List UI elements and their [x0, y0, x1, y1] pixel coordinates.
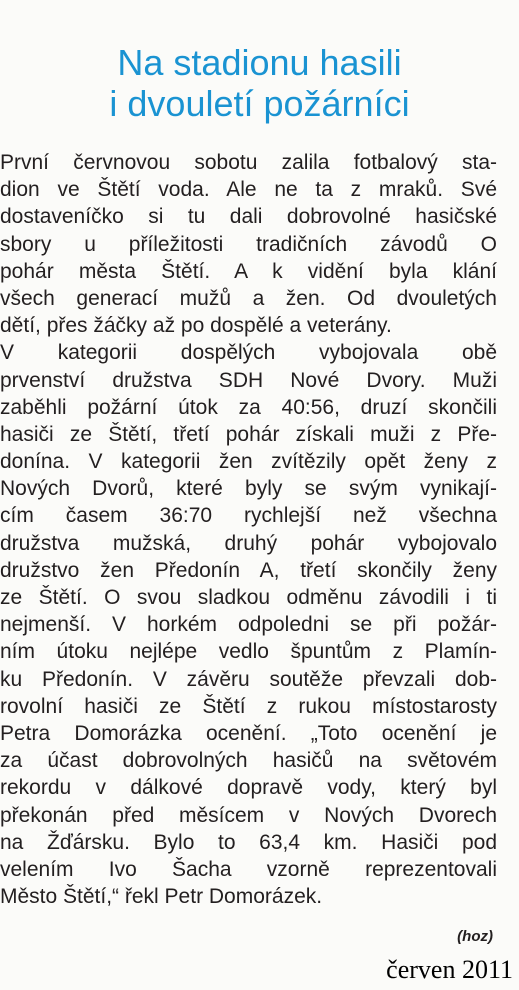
article-body-line — [0, 149, 497, 176]
article-body-line — [0, 584, 497, 611]
article-body-line — [0, 638, 497, 665]
article-body-line — [0, 883, 497, 910]
article-body-line — [0, 475, 497, 502]
article-body-line-text: zaběhli požární útok za 40:56, druzí skončili — [0, 395, 497, 419]
article-body-line — [0, 557, 497, 584]
article-body-line-text: nejmenší. V horkém odpoledni se při požár- — [0, 613, 497, 637]
article-body-line — [0, 339, 497, 366]
article-body-line — [0, 666, 497, 693]
article-body-line-text: ze Štětí. O svou sladkou odměnu závodili i ti — [0, 586, 497, 609]
article-body-line — [0, 502, 497, 529]
article-body-line-text: družstva mužská, druhý pohár vybojovalo — [0, 531, 497, 555]
article-body-line-text: rekordu v dálkové dopravě vody, který byl — [0, 776, 497, 800]
article-body-line-text: cím časem 36:70 rychlejší než všechna — [0, 504, 497, 528]
publication-date: červen 2011 — [386, 955, 513, 984]
article-body-line-text: hasiči ze Štětí, třetí pohár získali muži z Pře- — [0, 422, 497, 446]
article-body-line-text: velením Ivo Šacha vzorně reprezentovali — [0, 857, 497, 881]
article-title-line-1: Na stadionu hasili — [117, 42, 402, 83]
article-body-line-text: donína. V kategorii žen zvítězily opět ženy z — [0, 450, 497, 474]
article-body-line — [0, 802, 497, 829]
article-body-line — [0, 367, 497, 394]
article-body-line-text: První červnovou sobotu zalila fotbalový sta- — [0, 151, 497, 174]
article-body-line — [0, 774, 497, 801]
article-body — [0, 149, 497, 910]
article-body-line-text: dětí, přes žáčky až po dospělé a veterány. — [0, 314, 392, 338]
article-body-line-text: rovolní hasiči ze Štětí z rukou místostarosty — [0, 694, 497, 718]
article-body-line-text: dostaveníčko si tu dali dobrovolné hasičské — [0, 205, 497, 229]
article-body-line-text: ním útoku nejlépe vedlo špuntům z Plamín- — [0, 640, 497, 664]
article-body-line — [0, 203, 497, 230]
article-body-line-text: Petra Domorázka ocenění. „Toto ocenění je — [0, 721, 497, 745]
article-body-line-text: V kategorii dospělých vybojovala obě — [0, 341, 497, 365]
article-body-line — [0, 829, 497, 856]
article-title — [0, 42, 519, 124]
article-body-line-text: pohár města Štětí. A k vidění byla klání — [0, 259, 497, 283]
article-body-line — [0, 312, 497, 339]
article-body-line — [0, 720, 497, 747]
article-body-line-text: za účast dobrovolných hasičů na světovém — [0, 749, 497, 773]
article-body-line — [0, 285, 497, 312]
article-body-line-text: prvenství družstva SDH Nové Dvory. Muži — [0, 368, 497, 392]
article-author: (hoz) — [457, 928, 493, 945]
article-body-line — [0, 693, 497, 720]
article-body-line — [0, 258, 497, 285]
article-body-line-text: ku Předonín. V závěru soutěže převzali dob- — [0, 667, 497, 691]
article-body-line-text: sbory u příležitosti tradičních závodů O — [0, 232, 497, 256]
article-body-line — [0, 176, 497, 203]
article-body-line — [0, 747, 497, 774]
article-body-line — [0, 611, 497, 638]
article-body-line-text: dion ve Štětí voda. Ale ne ta z mraků. Své — [0, 178, 497, 202]
article-body-line — [0, 448, 497, 475]
article-body-line — [0, 394, 497, 421]
article-body-line-text: překonán před měsícem v Nových Dvorech — [0, 803, 497, 827]
article-body-line-text: družstvo žen Předonín A, třetí skončily ženy — [0, 558, 497, 582]
article-body-line-text: Nových Dvorů, které byly se svým vynikají- — [0, 477, 497, 501]
article-body-line — [0, 231, 497, 258]
article-body-line — [0, 421, 497, 448]
article-title-line-2: i dvouletí požárníci — [109, 83, 410, 124]
article-body-line — [0, 530, 497, 557]
article-body-line — [0, 856, 497, 883]
article-body-line-text: na Žďársku. Bylo to 63,4 km. Hasiči pod — [0, 830, 497, 854]
article-body-line-text: všech generací mužů a žen. Od dvouletých — [0, 286, 497, 310]
article-body-line-text: Město Štětí,“ řekl Petr Domorázek. — [0, 885, 323, 909]
